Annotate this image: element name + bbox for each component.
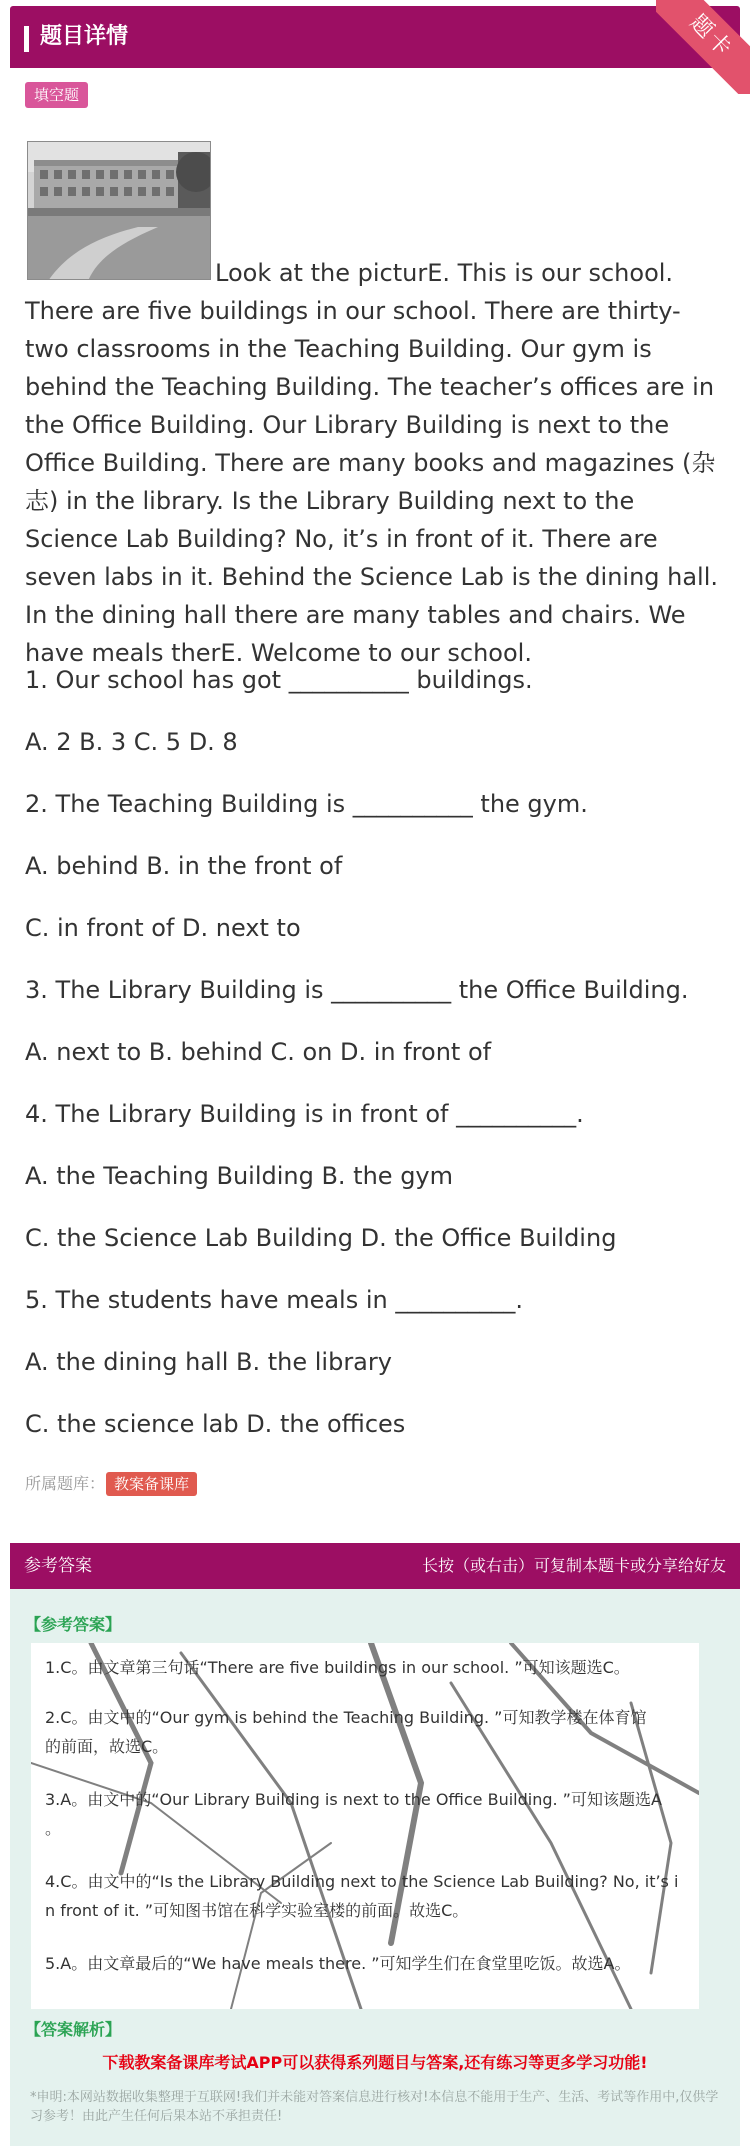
answer-line: 5.A。由文章最后的“We have meals there. ”可知学生们在食堂里吃饭。故选A。: [45, 1954, 631, 1973]
header-bar: [10, 6, 740, 68]
question-line: C. the Science Lab Building D. the Office Building: [25, 1224, 617, 1252]
answer-analysis-label: 【答案解析】: [25, 2020, 122, 2039]
answer-line: 1.C。由文章第三句话“There are five buildings in our school. ”可知该题选C。: [45, 1658, 630, 1677]
reading-passage: [25, 254, 725, 672]
question-line: A. behind B. in the front of: [25, 852, 343, 880]
passage-text: Look at the picturE. This is our school. There are five buildings in our school. There are thirty- two classrooms in the Teaching Building. Our gym is behind the Teaching Building. The teacher’s offices are in the Office Building. Our Library Building is next to the Office Building. There are many books and magazines (杂志) in the library. Is the Library Building next to the Science Lab Building? No, it’s in front of it. There are seven labs in it. Behind the Science Lab is the dining hall. In the dining hall there are many tables and chairs. We have meals therE. Welcome to our school.: [25, 259, 719, 667]
question-line: 5. The students have meals in __________.: [25, 1286, 523, 1314]
question-bank-link[interactable]: 教案备课库: [106, 1472, 197, 1496]
question-card-ribbon[interactable]: [656, 0, 750, 94]
question-line: 2. The Teaching Building is __________ the gym.: [25, 790, 588, 818]
question-line: C. in front of D. next to: [25, 914, 301, 942]
header-accent-bar: [24, 26, 29, 52]
disclaimer-text: *申明:本网站数据收集整理于互联网!我们并未能对答案信息进行核对!本信息不能用于生产、生活、考试等作用中,仅供学习参考！由此产生任何后果本站不承担责任!: [30, 2090, 719, 2124]
answer-content-box[interactable]: [31, 1643, 699, 2009]
answer-line: 的前面，故选C。: [45, 1737, 169, 1756]
question-type-badge: 填空题: [25, 82, 88, 108]
question-line: C. the science lab D. the offices: [25, 1410, 406, 1438]
answer-panel-title: 参考答案: [24, 1556, 92, 1576]
question-bank-label: 所属题库：: [25, 1474, 106, 1493]
answer-line: 4.C。由文中的“Is the Library Building next to the Science Lab Building? No, it’s i: [45, 1872, 679, 1891]
copy-share-hint: 长按（或右击）可复制本题卡或分享给好友: [421, 1556, 726, 1575]
answer-panel-header: [10, 1543, 740, 1589]
question-line: 1. Our school has got __________ buildings.: [25, 666, 533, 694]
app-download-promo[interactable]: 下载教案备课库考试APP可以获得系列题目与答案,还有练习等更多学习功能!: [102, 2053, 648, 2072]
page-title: 题目详情: [40, 24, 129, 49]
question-line: A. 2 B. 3 C. 5 D. 8: [25, 728, 238, 756]
answer-line: n front of it. ”可知图书馆在科学实验室楼的前面。故选C。: [45, 1901, 469, 1920]
question-line: A. next to B. behind C. on D. in front of: [25, 1038, 492, 1066]
reference-answer-label: 【参考答案】: [25, 1615, 122, 1634]
question-line: A. the Teaching Building B. the gym: [25, 1162, 454, 1190]
answer-line: 3.A。由文中的“Our Library Building is next to the Office Building. ”可知该题选A: [45, 1790, 662, 1809]
ribbon-label: 题卡: [656, 0, 750, 94]
question-line: 3. The Library Building is __________ the Office Building.: [25, 976, 689, 1004]
question-line: A. the dining hall B. the library: [25, 1348, 392, 1376]
question-line: 4. The Library Building is in front of __________.: [25, 1100, 584, 1128]
answer-line: 。: [45, 1819, 62, 1838]
answer-line: 2.C。由文中的“Our gym is behind the Teaching Building. ”可知教学楼在体育馆: [45, 1708, 647, 1727]
